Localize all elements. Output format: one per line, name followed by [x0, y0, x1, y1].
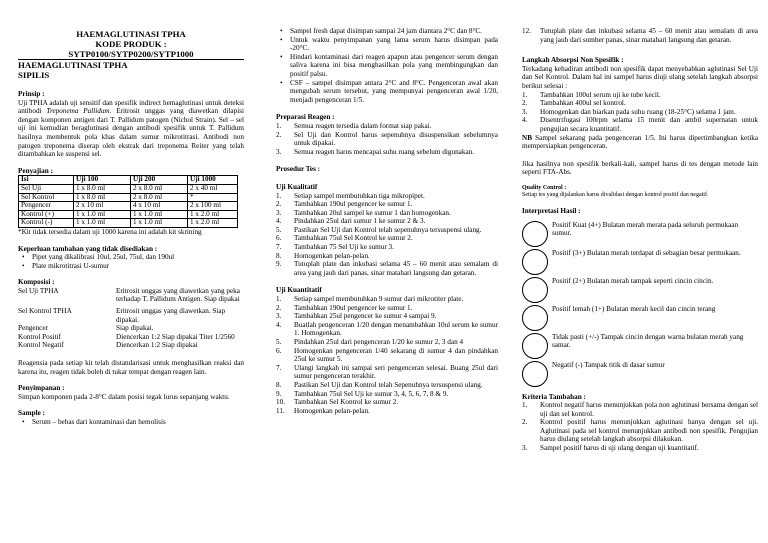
- cell: 2 x 10 ml: [74, 202, 131, 211]
- list-item: 2. Kontrol positif harus menunjukkan aglutinasi hanya dengan sel uji. Aglutinasi pada sel kontrol menunjukkan antibodi non spesifik. Pengujian harus diulang setelah langkah absorpsi dilakukan.: [522, 418, 758, 444]
- list-item: 4. Disentrifugasi 100rpm selama 15 menit dan ambil supernatan untuk pengujian secara kuantitatif.: [522, 116, 758, 133]
- interpretasi-row: Positif lemah (1+) Bulatan merah kecil dan cincin terang: [522, 305, 758, 331]
- prinsip-heading: Prinsip :: [18, 90, 45, 98]
- interpretasi-row: Positif (2+) Bulatan merah tampak seperti cincin cincin.: [522, 277, 758, 303]
- list-item: 5. Pastikan Sel Uji dan Kontrol telah sepenuhnya tersuspensi ulang.: [276, 225, 482, 234]
- prosedur-heading: Prosedur Tes :: [276, 165, 321, 174]
- list-item: 2. Tambahkan 400ul sel kontrol.: [522, 99, 626, 108]
- penyajian-table: [18, 175, 238, 228]
- komposisi-heading: Komposisi :: [18, 278, 55, 287]
- cell: Kontrol (+): [19, 210, 74, 219]
- table-row: [19, 219, 238, 228]
- interpretasi-row: Positif (3+) Bulatan merah terdapat di sebagian besar permukaan.: [522, 249, 758, 275]
- keperluan-list: [18, 253, 244, 270]
- kriteria-heading: Kriteria Tambahan :: [522, 392, 586, 401]
- list-item: • Serum – bebas dari kontaminasi dan hemolisis: [22, 418, 166, 426]
- kuantitatif-list: [276, 295, 498, 415]
- table-row: [19, 184, 238, 193]
- preparasi-heading: Preparasi Reagen :: [276, 113, 335, 122]
- list-item: 1. Semua reagen tersedia dalam format siap pakai.: [276, 121, 432, 130]
- list-item: 10. Tambahkan Sel Kontrol ke sumur 2.: [276, 398, 399, 407]
- list-item: 2. Tambahkan 190ul pengencer ke sumur 1.: [276, 200, 413, 209]
- well-circle-icon: [522, 277, 548, 303]
- cell: 1 x 8.0 ml: [74, 193, 131, 202]
- interpretasi-heading: Interpretasi Hasil :: [522, 206, 581, 215]
- list-item: 9. Tutuplah plate dan inkubasi selama 45 – 60 menit atau semalam di area yang jauh dari panas, sinar matahari langsung dan getaran.: [276, 260, 498, 277]
- product-codes: SYTP0100/SYTP0200/SYTP1000: [68, 49, 194, 59]
- absorpsi-note: NB Sampel sekarang pada pengenceran 1/5. Ini harus dipertimbangkan ketika mempersiapkan pengenceran.: [522, 133, 759, 151]
- list-item: • Pipet yang dikalibrasi 10ul, 25ul, 75ul, dan 190ul: [22, 253, 175, 262]
- penyimpanan-heading: Penyimpanan :: [18, 384, 65, 393]
- keperluan-heading: Keperluan tambahan yang tidak disediakan :: [18, 244, 158, 253]
- cell: 2 x 8.0 ml: [131, 193, 188, 202]
- cell: *: [188, 193, 238, 202]
- list-item: 1. Setiap sampel membutuhkan tiga mikropipet.: [276, 191, 425, 200]
- list-item: 6. Homogenkan pengenceran 1/40 sekarang di sumur 4 dan pindahkan 25ul ke sumur 5.: [276, 346, 498, 364]
- komposisi-row: Sel Kontrol TPHA Eritrosit unggas yang diawetkan. Siap dipakai.: [18, 307, 226, 324]
- cell: 1 x 1.0 ml: [131, 219, 188, 228]
- komposisi-row: Sel Uji TPHA Eritrosit unggas yang diawetkan yang peka terhadap T. Pallidum Antigen. Siap dipakai: [18, 286, 240, 304]
- table-header: Isi: [19, 176, 74, 185]
- kriteria-list: [522, 401, 758, 453]
- fta-text: Jika hasilnya non spesifik berkali-kali, sampel harus di tes dengan metode lain seperti FTA-Abs.: [522, 159, 758, 177]
- penyimpanan-text: Simpan komponen pada 2-8°C dalam posisi tegak lurus sepanjang waktu.: [18, 392, 230, 401]
- cell: 2 x 40 ml: [188, 184, 238, 193]
- kualitatif-heading: Uji Kualitatif: [276, 182, 318, 191]
- komposisi-row: Pengencer Siap dipakai.: [18, 324, 154, 333]
- cell: Sel Kontrol: [19, 193, 74, 202]
- cell: Pengencer: [19, 202, 74, 211]
- list-item: 11. Homogenkan pelan-pelan.: [276, 406, 370, 415]
- preparasi-list: [276, 122, 498, 156]
- list-item: 5. Pindahkan 25ul dari pengenceran 1/20 ke sumur 2, 3 dan 4: [276, 338, 464, 346]
- list-item: 4. Buatlah pengenceran 1/20 dengan menambahkan 10ul serum ke sumur 1. Homogenkan.: [276, 320, 498, 338]
- absorpsi-list: [522, 91, 758, 134]
- cell: 2 x 100 ml: [188, 202, 238, 211]
- list-item: 1. Setiap sampel membutuhkan 9 sumur dari mikrotiter plate.: [276, 295, 464, 304]
- kuantitatif-heading: Uji Kuantitatif: [276, 286, 322, 295]
- cell: Kontrol (-): [19, 219, 74, 228]
- cell: Sel Uji: [19, 184, 74, 193]
- absorpsi-heading: Langkah Absorpsi Non Spesifik :: [522, 56, 624, 65]
- section-subtitle: SIPILIS: [18, 70, 50, 80]
- section-title: HAEMAGLUTINASI TPHA: [18, 59, 244, 70]
- penyajian-heading: Penyajian :: [18, 166, 53, 175]
- list-item: 12. Tutuplah plate dan inkubasi selama 45 – 60 menit atau semalam di area yang jauh dari sumber panas, sinar matahari langsung dan getaran.: [522, 27, 758, 44]
- list-item: 2. Tambahkan 190ul pengencer ke sumur 1.: [276, 303, 413, 312]
- list-item: 8. Homogenkan pelan-pelan.: [276, 251, 370, 260]
- interpretasi-row: Negatif (-) Tampak titik di dasar sumur: [522, 361, 758, 387]
- well-circle-icon: [522, 361, 548, 387]
- kualitatif-list: [276, 192, 498, 278]
- quality-text: Setiap tes yang dijalankan harus divalidasi dengan kontrol positif dan negatif.: [522, 191, 709, 198]
- kuantitatif-list-continued: [522, 27, 758, 44]
- absorpsi-intro: Terkadang kehadiran antibodi non spesifik dapat menyebabkan aglutinasi Sel Uji dan Sel Kontrol. Dalam hal ini sampel harus diuji ulang setelah langkah absorpsi berikut selesai :: [522, 64, 758, 90]
- sample-list: [18, 418, 244, 427]
- quality-heading: Quality Control :: [522, 184, 567, 191]
- product-code-label: KODE PRODUK :: [95, 39, 167, 49]
- table-header: Uji 1000: [188, 176, 238, 185]
- list-item: 3. Semua reagen harus mencapai suhu ruang sebelum digunakan.: [276, 147, 475, 156]
- cell: 1 x 8.0 ml: [74, 184, 131, 193]
- list-item: • Untuk waktu penyimpanan yang lama serum harus disimpan pada -20°C.: [280, 35, 498, 53]
- column-right: [522, 0, 758, 453]
- reagensia-text: Reagensia pada setiap kit telah distandarisasi untuk menghasilkan reaksi dan karena itu, reagen tidak boleh di tukar tempat dengan reagen lain.: [18, 359, 244, 376]
- list-item: 4. Pindahkan 25ul dari sumur 1 ke sumur 2 & 3.: [276, 217, 426, 226]
- table-row: [19, 202, 238, 211]
- interpretasi-row: Positif Kuat (4+) Bulatan merah merata pada seluruh permukaan sumur.: [522, 221, 758, 247]
- table-note: *Kit tidak tersedia dalam uji 1000 karena ini adalah kit skrining: [18, 227, 202, 236]
- sample-heading: Sample :: [18, 409, 45, 418]
- list-item: 3. Homogenkan dan biarkan pada suhu ruang (18-25°C) selama 1 jam.: [522, 107, 736, 116]
- interpretasi-row: Tidak pasti (+/-) Tampak cincin dengan warna bulatan merah yang samar.: [522, 333, 758, 359]
- list-item: 8. Pastikan Sel Uji dan Kontrol telah Sepenuhnya tersuspensi ulang.: [276, 380, 483, 389]
- prinsip-text: Uji TPHA adalah uji sensitif dan spesifik indirect hemaglutinasi untuk deteksi antibodi Treponema Pallidum. Eritrosit unggas yang diawetkan dilapisi dengan komponen antigen dari T. Pallidum patogen (Nichol Strain). Sel – sel uji ini kemudian beraglutinasi dengan antibodi spesifik untuk T. Pallidum hasilnya membentuk pola khas dalam sumur mikrotitrasi. Antibodi non patogen treponema diserap oleh ekstrak dari treponema Reiter yang telah ditambahkan ke suspensi sel.: [18, 98, 245, 159]
- well-circle-icon: [522, 333, 548, 359]
- table-header: Uji 100: [74, 176, 131, 185]
- cell: 1 x 2.0 ml: [188, 219, 238, 228]
- cell: 1 x 2.0 ml: [188, 210, 238, 219]
- well-circle-icon: [522, 249, 548, 275]
- list-item: 3. Tambahkan 20ul sampel ke sumur 1 dan homogenkan.: [276, 208, 451, 217]
- column-middle: [276, 0, 498, 415]
- column-left: [18, 0, 244, 427]
- list-item: 1. Tambahkan 100ul serum uji ke tube kecil.: [522, 90, 661, 99]
- list-item: 6. Tambahkan 75ul Sel Kontrol ke sumur 2.: [276, 234, 413, 243]
- cell: 2 x 8.0 ml: [131, 184, 188, 193]
- cell: 1 x 1.0 ml: [131, 210, 188, 219]
- sample-continued-list: [276, 27, 498, 104]
- cell: 1 x 1.0 ml: [74, 210, 131, 219]
- list-item: 9. Tambahkan 75ul Sel Uji ke sumur 3, 4, 5, 6, 7, 8 & 9.: [276, 389, 449, 398]
- cell: 1 x 1.0 ml: [74, 219, 131, 228]
- komposisi-row: Kontrol Positif Diencerkan 1:2 Siap dipakai Titer 1/2560: [18, 332, 235, 341]
- list-item: • Sampel fresh dapat disimpan sampai 24 jam diantara 2°C dan 8°C.: [280, 27, 482, 35]
- list-item: 3. Tambahkan 25ul pengencer ke sumur 4 sampai 9.: [276, 312, 437, 321]
- list-item: • CSF – sampel disimpan antara 2°C and 8°C. Pengenceran awal akan mengubah serum tersebut, yang mempunyai pengenceran awal 1/20, menjadi pengenceran 1/5.: [280, 78, 498, 104]
- well-circle-icon: [522, 305, 548, 331]
- list-item: 3. Sampel positif harus di uji ulang dengan uji kuantitatif.: [522, 444, 699, 453]
- list-item: 7. Ulangi langkah ini sampai seri pengenceran selesai. Buang 25ul dari sumur pengenceran terakhir.: [276, 363, 498, 381]
- list-item: 1. Kontrol negatif harus menunjukkan pola non aglutinasi bersama dengan sel uji dan sel kontrol.: [522, 401, 758, 418]
- list-item: 2. Sel Uji dan Kontrol harus sepenuhnya disuspensikan sebelumnya untuk dipakai.: [276, 130, 498, 148]
- well-circle-icon: [522, 221, 548, 247]
- table-header: Uji 200: [131, 176, 188, 185]
- cell: 4 x 10 ml: [131, 202, 188, 211]
- list-item: • Plate mikrotitrasi U-sumur: [22, 261, 110, 270]
- list-item: • Hindari kontaminasi dari reagen apapun atau pengencer serum dengan saliva karena ini bisa menghasilkan pola yang membingungkan dan positif palsu.: [280, 52, 498, 78]
- komposisi-row: Kontrol Negatif Diencerkan 1:2 Siap dipakai: [18, 341, 198, 350]
- list-item: 7. Tambahkan 75 Sel Uji ke sumur 3.: [276, 243, 394, 252]
- doc-title: HAEMAGLUTINASI TPHA: [76, 29, 186, 39]
